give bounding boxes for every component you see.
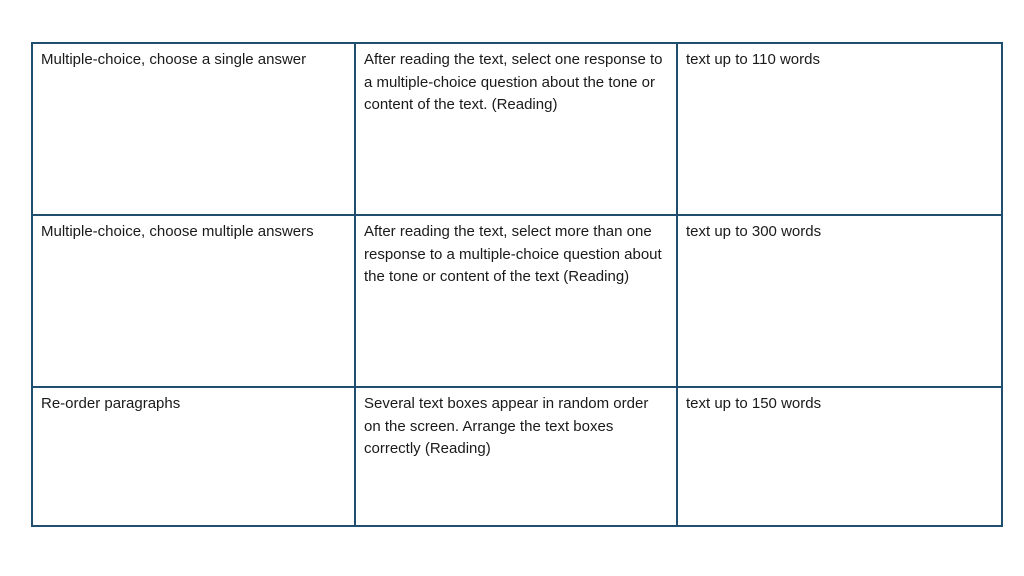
table-row	[32, 215, 1002, 387]
table-row	[32, 43, 1002, 215]
text-length-cell: text up to 110 words	[677, 43, 1002, 215]
table-row	[32, 387, 1002, 526]
task-type-cell: Re-order paragraphs	[32, 387, 355, 526]
task-type-cell: Multiple-choice, choose a single answer	[32, 43, 355, 215]
task-description-cell: Several text boxes appear in random order on the screen. Arrange the text boxes correctly (Reading)	[355, 387, 677, 526]
task-description-cell: After reading the text, select more than one response to a multiple-choice question about the tone or content of the text (Reading)	[355, 215, 677, 387]
task-type-cell: Multiple-choice, choose multiple answers	[32, 215, 355, 387]
task-description-cell: After reading the text, select one response to a multiple-choice question about the tone or content of the text. (Reading)	[355, 43, 677, 215]
task-types-table	[31, 42, 1003, 527]
text-length-cell: text up to 300 words	[677, 215, 1002, 387]
text-length-cell: text up to 150 words	[677, 387, 1002, 526]
